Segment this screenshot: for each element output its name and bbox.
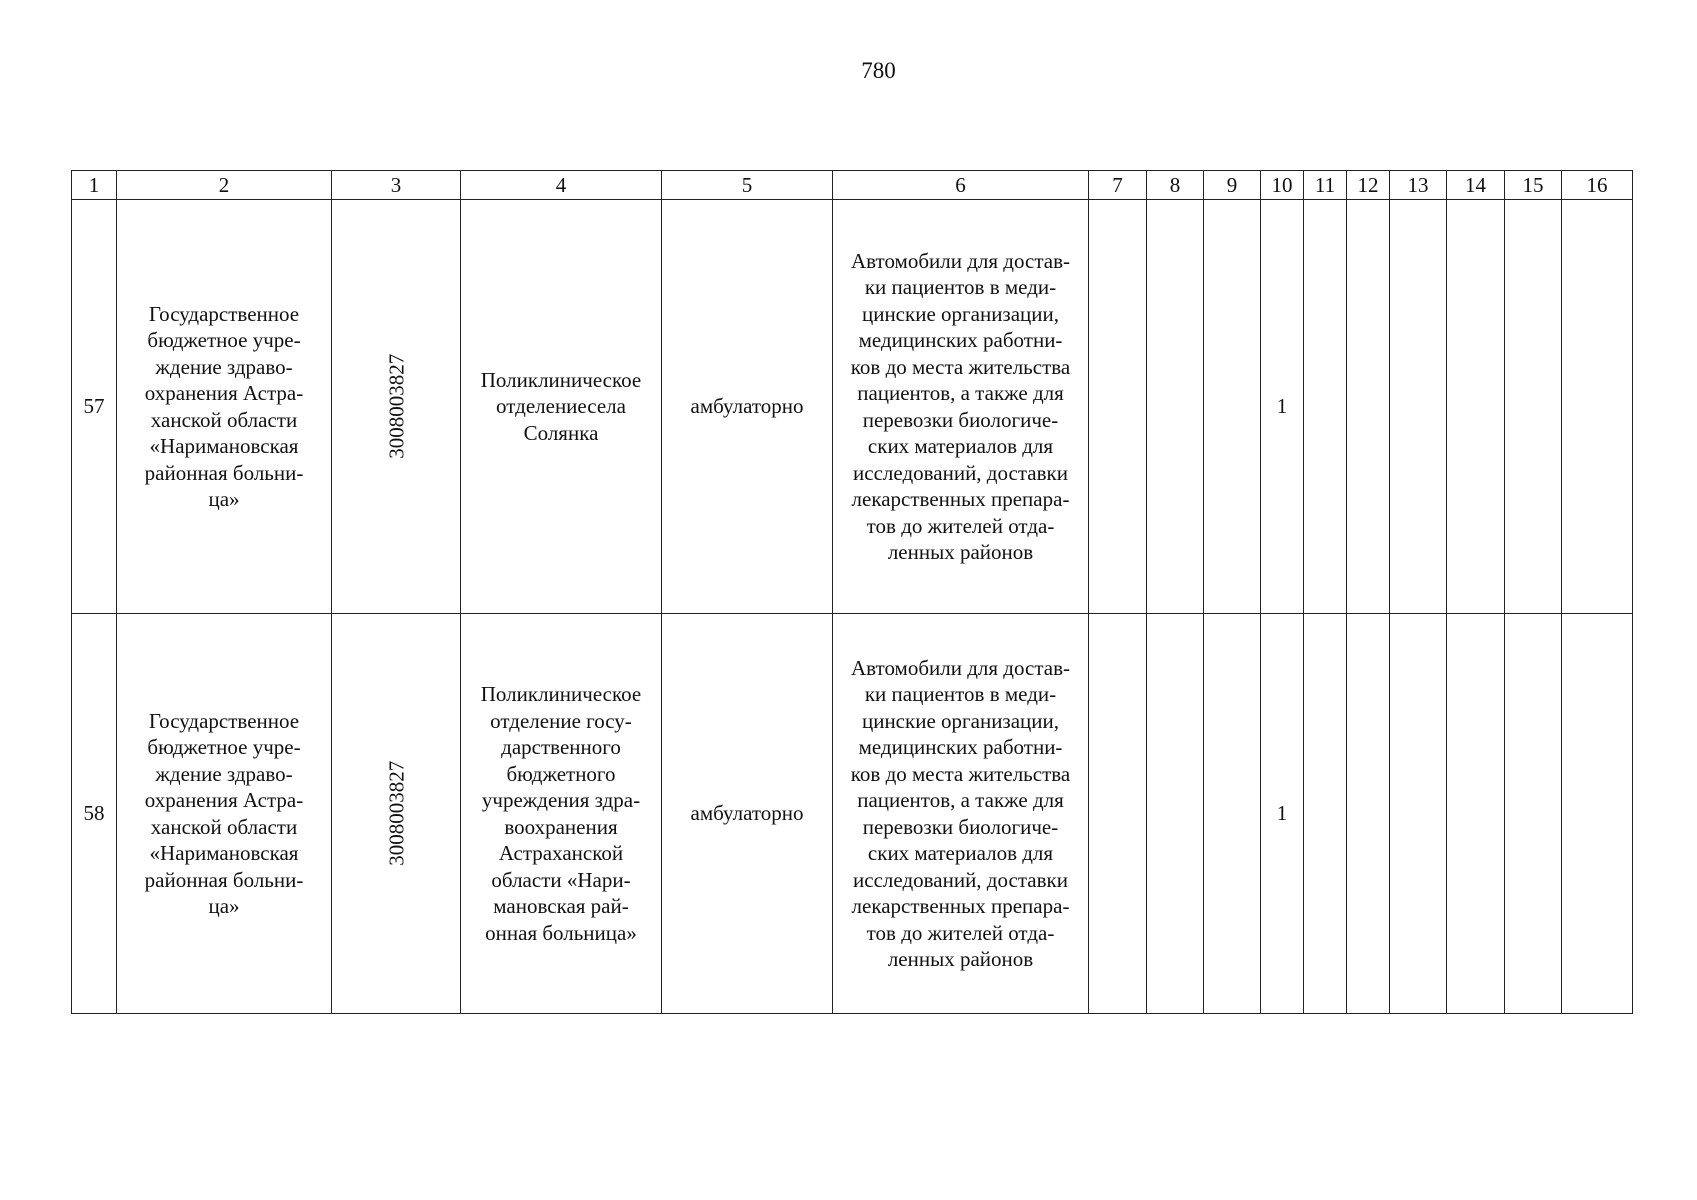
column-header: 5 (662, 171, 833, 200)
care-form-cell (662, 614, 833, 1014)
column-header: 13 (1390, 171, 1447, 200)
column-header: 9 (1204, 171, 1261, 200)
row-number-cell (72, 200, 117, 614)
purpose-cell (833, 200, 1089, 614)
care-form: амбулаторно (690, 394, 804, 419)
col9-cell (1204, 614, 1261, 1014)
purpose-cell (833, 614, 1089, 1014)
care-form: амбулаторно (690, 801, 804, 826)
col10-cell: 1 (1261, 614, 1304, 1014)
column-header: 15 (1505, 171, 1562, 200)
organization-cell (117, 614, 332, 1014)
col16-cell (1562, 614, 1633, 1014)
col11-cell (1304, 614, 1347, 1014)
column-header: 2 (117, 171, 332, 200)
organization-cell (117, 200, 332, 614)
unit-cell (461, 614, 662, 1014)
column-header: 4 (461, 171, 662, 200)
column-header: 3 (332, 171, 461, 200)
column-header: 7 (1089, 171, 1147, 200)
row-number-cell (72, 614, 117, 1014)
column-header: 6 (833, 171, 1089, 200)
page-number: 780 (861, 58, 896, 83)
table-row (72, 200, 1633, 614)
col13-cell (1390, 200, 1447, 614)
data-table (71, 170, 1633, 1014)
col15-cell (1505, 614, 1562, 1014)
col12-cell (1347, 614, 1390, 1014)
col14-cell (1447, 614, 1505, 1014)
care-form-cell (662, 200, 833, 614)
col7-cell (1089, 200, 1147, 614)
col11-cell (1304, 200, 1347, 614)
unit-name: Поликлиническое отделениесела Солянка (480, 367, 642, 445)
table-header-row (72, 171, 1633, 200)
col12-cell (1347, 200, 1390, 614)
col13-cell (1390, 614, 1447, 1014)
inn-value: 3008003827 (383, 761, 408, 866)
col15-cell (1505, 200, 1562, 614)
inn-cell (332, 200, 461, 614)
organization-name: Государственное бюджетное учре- ждение здраво- охранения Астра- ханской области «Наримановская районная больни- ца» (144, 708, 304, 918)
column-header: 14 (1447, 171, 1505, 200)
col9-cell (1204, 200, 1261, 614)
inn-value: 3008003827 (383, 354, 408, 459)
col8-cell (1147, 614, 1204, 1014)
column-header: 10 (1261, 171, 1304, 200)
col7-cell (1089, 614, 1147, 1014)
row-number: 57 (83, 394, 105, 419)
table-row (72, 614, 1633, 1014)
col8-cell (1147, 200, 1204, 614)
inn-cell (332, 614, 461, 1014)
column-header: 8 (1147, 171, 1204, 200)
col14-cell (1447, 200, 1505, 614)
column-header: 12 (1347, 171, 1390, 200)
col16-cell (1562, 200, 1633, 614)
unit-cell (461, 200, 662, 614)
column-header: 11 (1304, 171, 1347, 200)
vehicle-purpose: Автомобили для достав- ки пациентов в меди- цинские организации, медицинских работни- ков до места жительства пациентов, а также для перевозки биологиче- ских материалов для исследований, доставки лекарственных препара- тов до жителей отда- ленных районов (850, 248, 1071, 564)
column-header: 1 (72, 171, 117, 200)
unit-name: Поликлиническое отделение госу- дарственного бюджетного учреждения здра- воохранения Астраханской области «Нари- мановская рай- онная больница» (480, 682, 642, 945)
column-header: 16 (1562, 171, 1633, 200)
organization-name: Государственное бюджетное учре- ждение здраво- охранения Астра- ханской области «Наримановская районная больни- ца» (144, 301, 304, 511)
row-number: 58 (83, 801, 105, 826)
col10-cell: 1 (1261, 200, 1304, 614)
vehicle-purpose: Автомобили для достав- ки пациентов в меди- цинские организации, медицинских работни- ков до места жительства пациентов, а также для перевозки биологиче- ских материалов для исследований, доставки лекарственных препара- тов до жителей отда- ленных районов (850, 655, 1071, 971)
